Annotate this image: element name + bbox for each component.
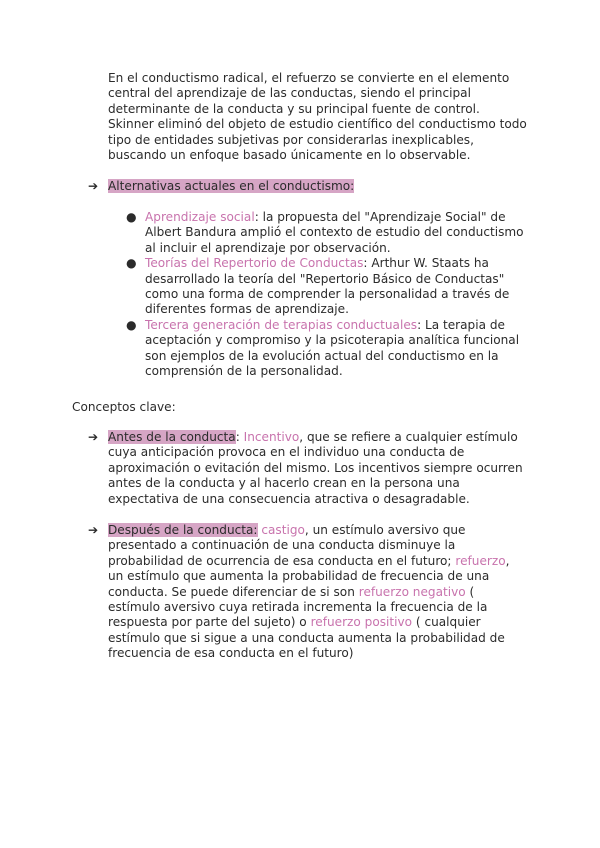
incentive-text: , que se refiere a cualquier estímulo cuya anticipación provoca en el individuo una conducta de aproximación o evitación del mismo. Los incentivos siempre ocurren antes de la conducta y al hacerlo crean en la persona una expectativa de una consecuencia atractiva o desagradable. — [108, 430, 523, 506]
item-text: : Arthur W. Staats ha desarrollado la teoría del "Repertorio Básico de Conductas" como una forma de comprender la personalidad a través de diferentes formas de aprendizaje. — [145, 256, 510, 317]
after-behavior-label: Después de la conducta: — [108, 523, 258, 537]
item-text: : La terapia de aceptación y compromiso y la psicoterapia analítica funcional son ejemplos de la evolución actual del conductismo en la comprensión de la personalidad. — [145, 317, 520, 379]
intro-paragraph: En el conductismo radical, el refuerzo se convierte en el elemento central del aprendizaje de las conductas, siendo el principal determinante de la conducta y su principal fuente de control. Skinner eliminó del objeto de estudio científico del conductismo todo tipo de entidades subjetivas por considerarlas inexplicables, buscando un enfoque basado únicamente en lo observable. — [108, 71, 527, 163]
refuerzo-term: refuerzo — [455, 553, 506, 568]
list-item — [122, 318, 532, 380]
castigo-term: castigo — [261, 523, 305, 537]
refuerzo-negativo-text: ( estímulo aversivo cuya retirada incrementa la frecuencia de la respuesta por parte del sujeto) o — [108, 584, 488, 630]
bullet-icon: ● — [126, 317, 137, 332]
alternatives-list — [122, 210, 532, 379]
item-term: Teorías del Repertorio de Conductas — [145, 256, 364, 271]
bullet-icon: ● — [126, 256, 137, 271]
alternatives-heading-item — [88, 179, 528, 194]
bullet-icon: ● — [126, 210, 137, 224]
after-behavior-item — [88, 523, 528, 662]
arrow-icon: ➔ — [88, 523, 99, 537]
refuerzo-negativo-term: refuerzo negativo — [358, 584, 466, 599]
arrow-icon: ➔ — [88, 430, 99, 444]
item-text: : la propuesta del "Aprendizaje Social" de Albert Bandura amplió el contexto de estudio del conductismo al incluir el aprendizaje por observación. — [145, 210, 524, 255]
incentive-term: Incentivo — [243, 430, 300, 444]
castigo-text: , un estímulo aversivo que presentado a continuación de una conducta disminuye la probabilidad de ocurrencia de esa conducta en el futuro; — [108, 523, 466, 568]
separator: : — [235, 430, 244, 444]
alternatives-label: Alternativas actuales en el conductismo: — [108, 179, 355, 193]
item-term: Tercera generación de terapias conductuales — [145, 317, 418, 332]
before-behavior-label: Antes de la conducta — [108, 430, 236, 444]
key-concepts-heading: Conceptos clave: — [72, 400, 176, 414]
list-item — [122, 210, 532, 256]
refuerzo-text: , un estímulo que aumenta la probabilidad de frecuencia de una conducta. Se puede diferenciar de si son — [108, 553, 510, 599]
item-term: Aprendizaje social — [145, 210, 255, 224]
refuerzo-positivo-term: refuerzo positivo — [310, 615, 413, 630]
before-behavior-item — [88, 430, 528, 507]
arrow-icon: ➔ — [88, 179, 99, 193]
list-item — [122, 256, 532, 318]
refuerzo-positivo-text: ( cualquier estímulo que si sigue a una conducta aumenta la probabilidad de frecuencia de esa conducta en el futuro) — [108, 615, 505, 661]
